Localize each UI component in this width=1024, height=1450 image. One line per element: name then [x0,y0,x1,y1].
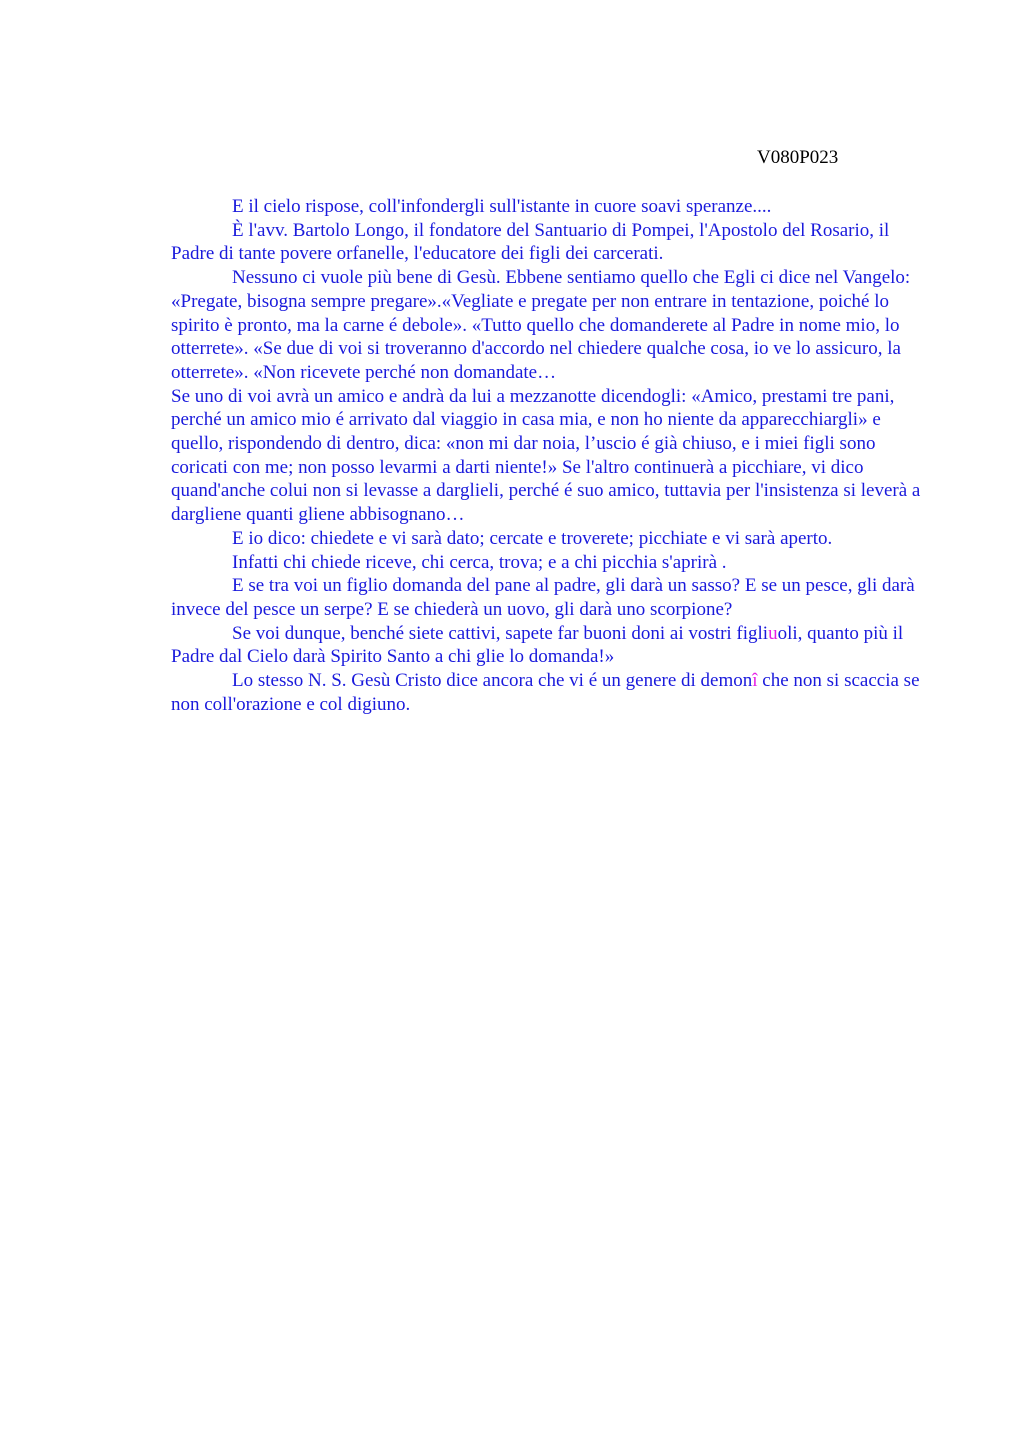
paragraph-4: Se uno di voi avrà un amico e andrà da lui a mezzanotte dicendogli: «Amico, prestami tre pani, perché un amico mio é arrivato dal viaggio in casa mia, e non ho niente da apparecchiargli» e quello, rispondendo di dentro, dica: «non mi dar noia, l’uscio é già chiuso, e i miei figli sono coricati con me; non posso levarmi a darti niente!» Se l'altro continuerà a picchiare, vi dico quand'anche colui non si levasse a darglieli, perché é suo amico, tuttavia per l'insistenza si leverà a dargliene quanti gliene abbisognano… [171,385,921,526]
document-body [171,195,931,716]
paragraph-2: È l'avv. Bartolo Longo, il fondatore del Santuario di Pompei, l'Apostolo del Rosario, il Padre di tante povere orfanelle, l'educatore dei figli dei carcerati. [171,219,890,265]
paragraph-8-after: oli, quanto più il Padre dal Cielo darà Spirito Santo a chi glie lo domanda!» [171,622,904,668]
paragraph-9-before: Lo stesso N. S. Gesù Cristo dice ancora che vi é un genere di demon [232,670,753,692]
paragraph-9-after: che non si scaccia se non coll'orazione e col digiuno. [171,670,920,715]
highlighted-letter: u [768,622,778,644]
paragraph-9 [171,669,931,716]
paragraph-5: E io dico: chiedete e vi sarà dato; cercate e troverete; picchiate e vi sarà aperto. [232,527,833,549]
paragraph-7: E se tra voi un figlio domanda del pane al padre, gli darà un sasso? E se un pesce, gli darà invece del pesce un serpe? E se chiederà un uovo, gli darà uno scorpione? [171,575,915,620]
paragraph-6: Infatti chi chiede riceve, chi cerca, trova; e a chi picchia s'aprirà . [232,551,727,573]
paragraph-1: E il cielo rispose, coll'infondergli sull'istante in cuore soavi speranze.... [232,196,772,217]
highlighted-letter: î [752,670,758,692]
paragraph-3: Nessuno ci vuole più bene di Gesù. Ebbene sentiamo quello che Egli ci dice nel Vangelo: «Pregate, bisogna sempre pregare».«Vegliate e pregate per non entrare in tentazione, poiché lo spirito è pronto, ma la carne é debole». «Tutto quello che domanderete al Padre in nome mio, lo otterrete». «Se due di voi si troveranno d'accordo nel chiedere qualche cosa, io ve lo assicuro, la otterrete». «Non ricevete perché non domandate… [171,267,911,383]
paragraph-8 [171,622,931,669]
paragraph-8-before: Se voi dunque, benché siete cattivi, sapete far buoni doni ai vostri figli [232,622,769,644]
page-identifier: V080P023 [757,147,839,168]
